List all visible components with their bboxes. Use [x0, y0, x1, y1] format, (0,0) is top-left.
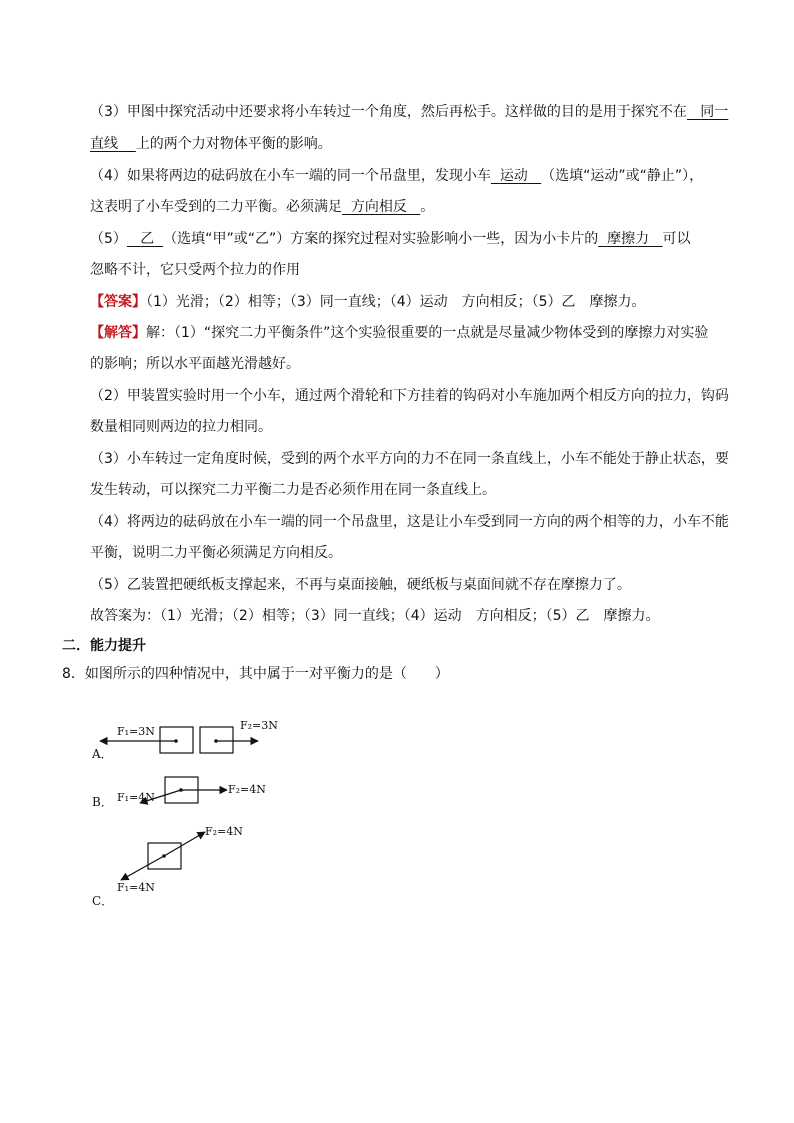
q7-part4-line2: 这表明了小车受到的二力平衡。必须满足 方向相反 。: [90, 199, 435, 215]
analysis-tag: 【解答】: [90, 325, 146, 341]
analysis-line-4a: （4）将两边的砝码放在小车一端的同一个吊盘里，这是让小车受到同一方向的两个相等的力，小车不能: [90, 514, 729, 530]
q8-stem: 8．如图所示的四种情况中，其中属于一对平衡力的是（ ）: [62, 666, 449, 682]
option-c-label: C．: [92, 894, 114, 908]
force-diagrams: [80, 705, 340, 915]
option-b-diagram: [92, 777, 266, 809]
analysis-line-3b: 发生转动，可以探究二力平衡二力是否必须作用在同一条直线上。: [90, 482, 496, 498]
final-answer-line: 故答案为：（1）光滑；（2）相等；（3）同一直线；（4）运动 方向相反；（5）乙 摩擦力。: [90, 608, 660, 624]
analysis-line-1b: 的影响；所以水平面越光滑越好。: [90, 356, 300, 372]
q7-part5-line1: （5） 乙 （选填“甲”或“乙”）方案的探究过程对实验影响小一些，因为小卡片的 摩擦力 可以: [90, 231, 691, 247]
analysis-line-1a: 【解答】解：（1）“探究二力平衡条件”这个实验很重要的一点就是尽量减少物体受到的摩擦力对实验: [90, 325, 709, 341]
option-a-diagram: [91, 719, 278, 761]
q7-part3-line1: （3）甲图中探究活动中还要求将小车转过一个角度，然后再松手。这样做的目的是用于探究不在 同一: [90, 104, 729, 120]
option-c-diagram: [92, 825, 243, 908]
analysis-line-4b: 平衡，说明二力平衡必须满足方向相反。: [90, 545, 342, 561]
option-b-label: B．: [92, 795, 113, 809]
label-f2: F₂=4N: [205, 825, 243, 838]
analysis-line-2a: （2）甲装置实验时用一个小车，通过两个滑轮和下方挂着的钩码对小车施加两个相反方向的拉力，钩码: [90, 388, 729, 404]
label-f2: F₂=3N: [240, 719, 278, 732]
analysis-line-5: （5）乙装置把硬纸板支撑起来，不再与桌面接触，硬纸板与桌面间就不存在摩擦力了。: [90, 577, 631, 593]
answer-tag: 【答案】: [90, 294, 146, 310]
analysis-line-3a: （3）小车转过一定角度时候，受到的两个水平方向的力不在同一条直线上，小车不能处于静止状态，要: [90, 451, 729, 467]
option-a-label: A．: [92, 747, 113, 761]
q7-part3-line2: 直线 上的两个力对物体平衡的影响。: [90, 136, 332, 152]
blank-answer: 乙: [140, 231, 155, 247]
q7-part5-line2: 忽略不计，它只受两个拉力的作用: [90, 262, 300, 278]
blank-answer: 方向相反: [350, 199, 407, 215]
blank-answer: 运动: [499, 168, 528, 184]
label-f2: F₂=4N: [228, 783, 266, 796]
label-f1: F₁=4N: [117, 791, 155, 804]
blank-answer: 同一: [700, 104, 729, 120]
blank-answer: 直线: [90, 136, 118, 152]
analysis-line-2b: 数量相同则两边的拉力相同。: [90, 419, 272, 435]
label-f1: F₁=4N: [117, 881, 155, 894]
section-title: 二．能力提升: [62, 638, 146, 654]
answer-line: 【答案】（1）光滑；（2）相等；（3）同一直线；（4）运动 方向相反；（5）乙 摩擦力。: [90, 294, 646, 310]
force-arrow-f1: [121, 856, 164, 880]
blank-answer: 摩擦力: [607, 231, 650, 247]
q8-figure: [80, 705, 340, 915]
force-arrow-f2: [164, 832, 205, 856]
label-f1: F₁=3N: [117, 725, 155, 738]
q7-part4-line1: （4）如果将两边的砝码放在小车一端的同一个吊盘里，发现小车 运动 （选填“运动”或“静止”），: [90, 168, 704, 184]
